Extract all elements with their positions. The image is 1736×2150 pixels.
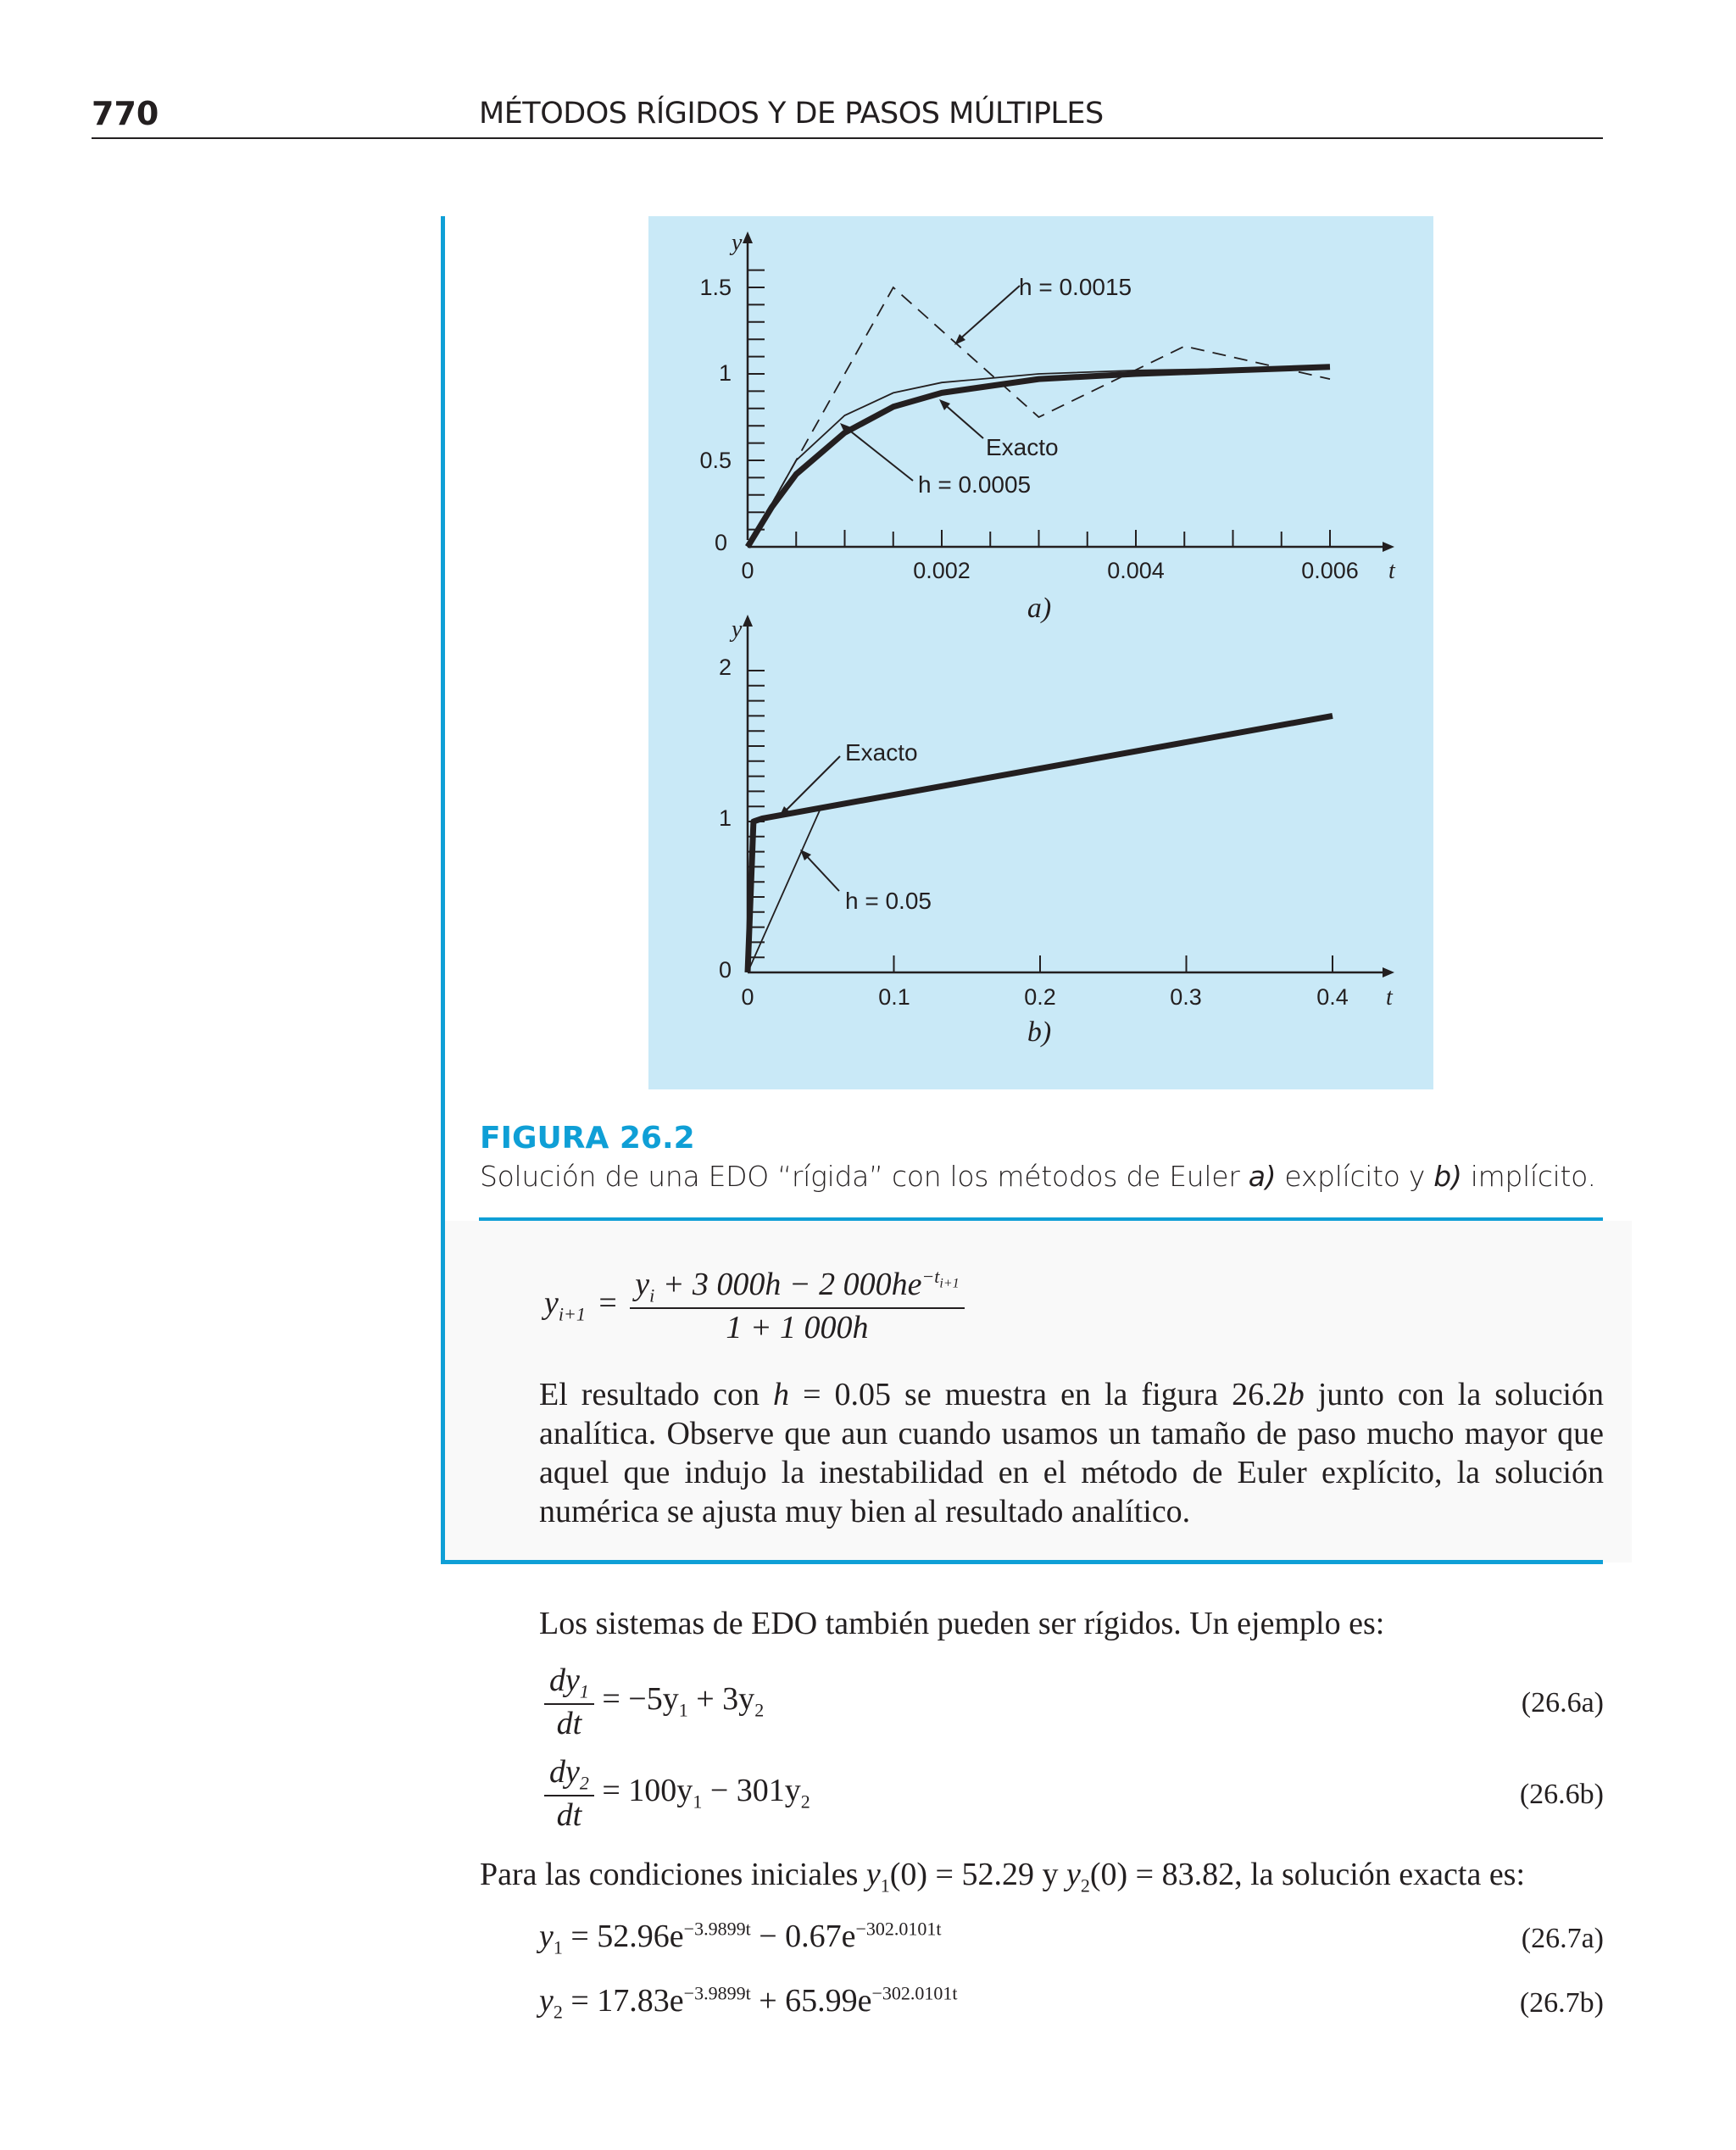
- eq-num-sup-sub: i+1: [939, 1276, 960, 1291]
- eq-26-7a-sup2: −302.0101t: [855, 1918, 942, 1940]
- panel-b-xtick-0: 0: [741, 984, 754, 1010]
- caption-text-2: explícito y: [1276, 1160, 1434, 1193]
- eq-26-6a-dy: dy: [549, 1663, 580, 1698]
- equation-26-6a: [544, 1662, 764, 1742]
- para-text-1: El resultado con: [539, 1377, 774, 1412]
- panel-a-xtick-0002: 0.002: [913, 558, 971, 583]
- panel-b-ytick-2: 2: [718, 654, 732, 680]
- panel-a-ytick-15: 1.5: [699, 275, 732, 300]
- eq-numerator: [630, 1266, 964, 1307]
- cond-text-b: (0) = 52.29 y: [889, 1857, 1066, 1892]
- box-bottom-rule: [441, 1560, 1603, 1564]
- header-rule: [92, 137, 1603, 139]
- panel-a-xtick-0: 0: [741, 558, 754, 583]
- page-number: 770: [92, 95, 159, 132]
- equation-26-7a: [539, 1918, 942, 1959]
- equation-number-26-7a: (26.7a): [1521, 1923, 1604, 1954]
- panel-a-ytick-0: 0: [714, 530, 727, 555]
- eq-26-7a-rhs2: − 0.67e: [750, 1919, 856, 1954]
- para-text-2: = 0.05 se muestra en la figura 26.2: [789, 1377, 1288, 1412]
- eq-26-6b-rhs: = 100y: [602, 1773, 693, 1809]
- cond-y1-sub: 1: [880, 1874, 890, 1897]
- cond-y1: y: [865, 1857, 881, 1892]
- eq-num-sup-t: −t: [921, 1266, 940, 1288]
- figure-26-2: [648, 216, 1433, 1089]
- eq-lhs: y: [544, 1285, 559, 1322]
- eq-26-7b-rhs2: + 65.99e: [750, 1983, 872, 2019]
- eq-26-6a-mid: + 3y: [687, 1681, 755, 1718]
- panel-a-annotation-h0015: h = 0.0015: [1019, 274, 1132, 300]
- panel-b-tag: b): [1027, 1017, 1052, 1048]
- panel-a-tag: a): [1027, 593, 1052, 624]
- eq-26-7b-lhs-sub: 2: [553, 2001, 563, 2023]
- panel-b-ylabel: y: [732, 616, 743, 643]
- eq-26-6a-sub2: 2: [754, 1699, 765, 1721]
- panel-a-xlabel: t: [1388, 558, 1395, 584]
- para-text-3: junto con la solución analítica. Observe que aun cuando usamos un tamaño de paso mucho mayor que aquel que indujo la inestabilidad en el método de Euler explícito, la solución numérica se ajusta muy bien al resultado analítico.: [539, 1377, 1604, 1529]
- eq-26-6b-dy: dy: [549, 1754, 580, 1790]
- caption-rule: [479, 1217, 1603, 1221]
- panel-b-ytick-0: 0: [718, 957, 732, 983]
- equation-number-26-7b: (26.7b): [1519, 1987, 1604, 2019]
- panel-a-annotation-h0005: h = 0.0005: [918, 471, 1032, 498]
- caption-b: b): [1433, 1160, 1462, 1193]
- eq-26-7b-sup2: −302.0101t: [871, 1982, 958, 2004]
- equation-number-26-6b: (26.6b): [1519, 1779, 1604, 1810]
- eq-26-7a-sup1: −3.9899t: [683, 1918, 751, 1940]
- eq-26-6b-sub2: 2: [800, 1791, 810, 1813]
- eq-num-y: y: [635, 1267, 650, 1302]
- cond-y2: y: [1066, 1857, 1081, 1892]
- eq-26-7a-lhs-sub: 1: [553, 1936, 563, 1958]
- example-paragraph: [539, 1375, 1604, 1531]
- equation-number-26-6a: (26.6a): [1521, 1687, 1604, 1718]
- eq-26-6b-dy-sub: 2: [579, 1772, 589, 1794]
- eq-26-6a-den: dt: [544, 1703, 594, 1742]
- figure-caption: [480, 1160, 1596, 1193]
- eq-lhs-sub: i+1: [558, 1303, 586, 1325]
- eq-26-6a-sub1: 1: [678, 1699, 688, 1721]
- panel-a-ylabel: y: [732, 230, 743, 256]
- equation-implicit-euler: $y_{i+1}$ = $\frac{y_i + 3 000h - 2 000he^{-t_{i+1}}}{1 + 1 000h}$: [544, 1266, 965, 1346]
- cond-text-c: (0) = 83.82, la solución exacta es:: [1089, 1857, 1526, 1892]
- eq-26-6b-fraction: [544, 1753, 594, 1834]
- caption-a: a): [1248, 1160, 1277, 1193]
- eq-26-6a-num: [544, 1662, 594, 1703]
- panel-a-annotation-exacto: Exacto: [986, 434, 1059, 460]
- equation-26-6b: [544, 1753, 810, 1834]
- eq-26-7b-lhs: y: [539, 1983, 554, 2019]
- conditions-paragraph: [480, 1855, 1525, 1906]
- panel-b-xtick-03: 0.3: [1170, 984, 1202, 1010]
- eq-26-6b-mid: − 301y: [702, 1773, 801, 1809]
- eq-fraction: [630, 1266, 964, 1346]
- eq-26-6b-sub1: 1: [693, 1791, 703, 1813]
- eq-num-sup: [921, 1266, 960, 1291]
- para-h: h: [773, 1377, 790, 1412]
- panel-b-xtick-04: 0.4: [1316, 984, 1349, 1010]
- eq-26-7b-sup1: −3.9899t: [683, 1982, 751, 2004]
- eq-26-7a-lhs: y: [539, 1919, 554, 1954]
- eq-26-6a-rhs: = −5y: [602, 1681, 679, 1718]
- figure-label: FIGURA 26.2: [480, 1121, 695, 1156]
- caption-text-1: Solución de una EDO “rígida” con los métodos de Euler: [480, 1160, 1249, 1193]
- running-title: MÉTODOS RÍGIDOS Y DE PASOS MÚLTIPLES: [479, 97, 1104, 131]
- eq-num-rest: + 3 000h − 2 000he: [654, 1267, 922, 1302]
- panel-b-ytick-1: 1: [718, 805, 732, 831]
- box-left-rule: [441, 216, 445, 1564]
- eq-num-y-sub: i: [649, 1284, 655, 1306]
- eq-26-6a-fraction: [544, 1662, 594, 1742]
- cond-text-a: Para las condiciones iniciales: [480, 1857, 866, 1892]
- panel-b-xtick-01: 0.1: [878, 984, 910, 1010]
- eq-26-7a-rhs1: = 52.96e: [562, 1919, 684, 1954]
- para-b: b: [1288, 1377, 1305, 1412]
- panel-b-annotation-exacto: Exacto: [845, 739, 918, 766]
- eq-26-6b-num: [544, 1753, 594, 1795]
- caption-text-3: implícito.: [1461, 1160, 1596, 1193]
- eq-denominator: 1 + 1 000h: [630, 1307, 964, 1346]
- panel-a-ytick-05: 0.5: [699, 448, 732, 473]
- eq-26-7b-rhs1: = 17.83e: [562, 1983, 684, 2019]
- eq-26-6a-dy-sub: 1: [579, 1680, 589, 1702]
- panel-b-xlabel: t: [1386, 984, 1393, 1011]
- panel-b-xtick-02: 0.2: [1024, 984, 1056, 1010]
- cond-y2-sub: 2: [1080, 1874, 1090, 1897]
- equation-26-7b: [539, 1982, 958, 2024]
- panel-a-xtick-0006: 0.006: [1301, 558, 1359, 583]
- eq-26-6b-den: dt: [544, 1795, 594, 1834]
- panel-a-ytick-1: 1: [718, 360, 732, 386]
- panel-a-xtick-0004: 0.004: [1107, 558, 1165, 583]
- intro-paragraph: Los sistemas de EDO también pueden ser rígidos. Un ejemplo es:: [539, 1606, 1385, 1641]
- panel-b-annotation-h005: h = 0.05: [845, 888, 932, 914]
